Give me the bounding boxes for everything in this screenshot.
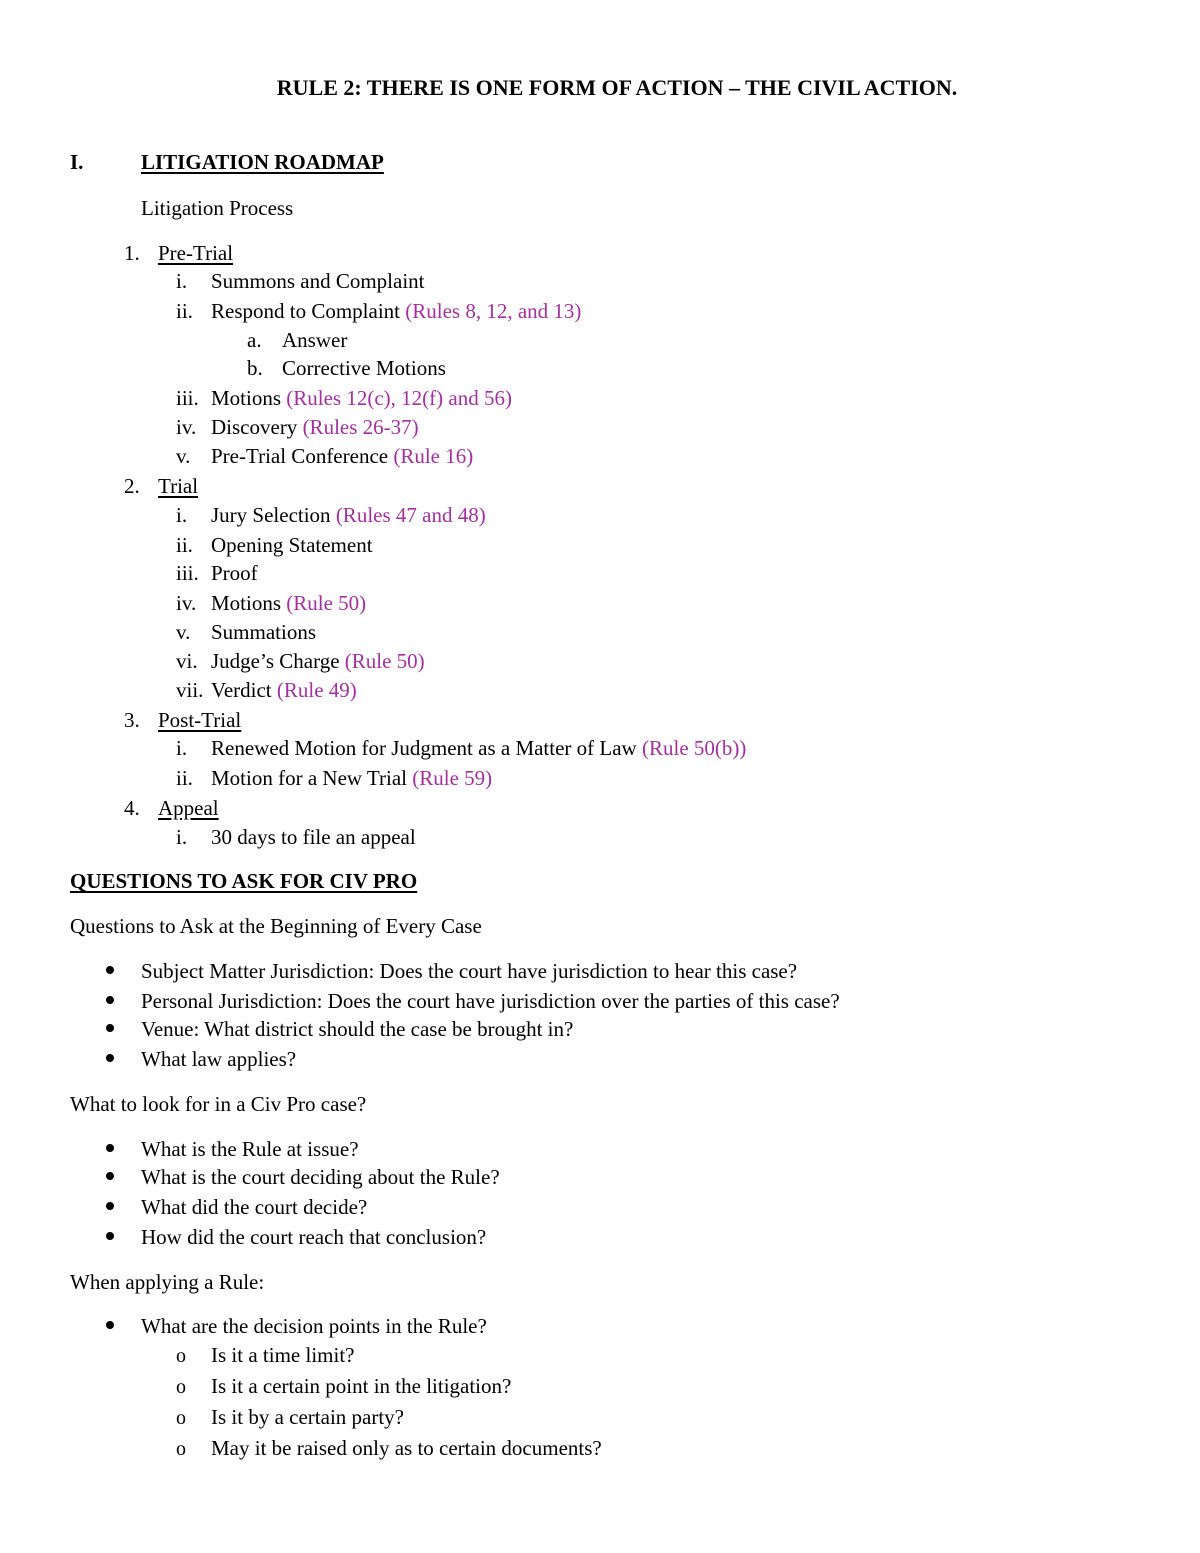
bullet-icon xyxy=(106,966,114,974)
bullet-text: Venue: What district should the case be brought in? xyxy=(141,1017,574,1041)
item-marker: iv. xyxy=(176,415,197,439)
item-marker: ii. xyxy=(176,299,193,323)
sub-item-text: Answer xyxy=(282,328,348,352)
rule-reference: (Rule 59) xyxy=(412,766,493,790)
bullet-text: What is the court deciding about the Rule? xyxy=(141,1165,500,1189)
item-text: Jury Selection (Rules 47 and 48) xyxy=(211,503,486,527)
hollow-bullet-icon: o xyxy=(176,1438,186,1460)
questions-intro: Questions to Ask at the Beginning of Every Case xyxy=(70,914,482,938)
item-text: Motions (Rules 12(c), 12(f) and 56) xyxy=(211,386,512,410)
bullet-icon xyxy=(106,1024,114,1032)
roadmap-label-trial: Trial xyxy=(158,474,199,498)
rule-reference: (Rule 50) xyxy=(286,591,367,615)
rule-reference: (Rule 50(b)) xyxy=(641,736,747,760)
item-text: Renewed Motion for Judgment as a Matter of Law (Rule 50(b)) xyxy=(211,736,747,760)
bullet-text: What did the court decide? xyxy=(141,1195,368,1219)
bullet-text: How did the court reach that conclusion? xyxy=(141,1225,487,1249)
item-marker: iii. xyxy=(176,386,199,410)
item-text: Respond to Complaint (Rules 8, 12, and 13) xyxy=(211,299,582,323)
document-title: RULE 2: THERE IS ONE FORM OF ACTION – THE CIVIL ACTION. xyxy=(276,75,958,100)
bullet-icon xyxy=(106,996,114,1004)
questions-intro: What to look for in a Civ Pro case? xyxy=(70,1092,367,1116)
item-text: Opening Statement xyxy=(211,533,373,557)
item-text: Motion for a New Trial (Rule 59) xyxy=(211,766,493,790)
rule-reference: (Rule 16) xyxy=(393,444,474,468)
bullet-icon xyxy=(106,1144,114,1152)
item-marker: iii. xyxy=(176,561,199,585)
rule-reference: (Rules 26-37) xyxy=(302,415,419,439)
bullet-text: Subject Matter Jurisdiction: Does the court have jurisdiction to hear this case? xyxy=(141,959,798,983)
bullet-icon xyxy=(106,1054,114,1062)
hollow-bullet-icon: o xyxy=(176,1407,186,1429)
rule-reference: (Rule 49) xyxy=(276,678,357,702)
rule-reference: (Rules 12(c), 12(f) and 56) xyxy=(286,386,512,410)
roadmap-number: 1. xyxy=(124,241,140,265)
bullet-text: Personal Jurisdiction: Does the court have jurisdiction over the parties of this case? xyxy=(141,989,840,1013)
item-marker: v. xyxy=(176,444,191,468)
roadmap-label-pre-trial: Pre-Trial xyxy=(158,241,234,265)
item-marker: i. xyxy=(176,825,188,849)
item-marker: i. xyxy=(176,736,188,760)
section-numeral: I. xyxy=(70,150,84,174)
item-text: Motions (Rule 50) xyxy=(211,591,367,615)
item-text: Summons and Complaint xyxy=(211,269,425,293)
section-subheading: Litigation Process xyxy=(141,196,294,220)
hollow-bullet-icon: o xyxy=(176,1345,186,1367)
sub-item-marker: b. xyxy=(247,356,263,380)
item-text: Proof xyxy=(211,561,258,585)
item-marker: vi. xyxy=(176,649,198,673)
bullet-text: What law applies? xyxy=(141,1047,297,1071)
sub-item-marker: a. xyxy=(247,328,262,352)
item-text: Judge’s Charge (Rule 50) xyxy=(211,649,425,673)
item-marker: ii. xyxy=(176,766,193,790)
sub-bullet-text: Is it a certain point in the litigation? xyxy=(211,1374,512,1398)
roadmap-label-post-trial: Post-Trial xyxy=(158,708,242,732)
roadmap-number: 4. xyxy=(124,796,140,820)
sub-bullet-text: Is it a time limit? xyxy=(211,1343,355,1367)
bullet-icon xyxy=(106,1172,114,1180)
item-text: Pre-Trial Conference (Rule 16) xyxy=(211,444,474,468)
bullet-text: What are the decision points in the Rule? xyxy=(141,1314,487,1338)
item-text: Summations xyxy=(211,620,317,644)
item-marker: v. xyxy=(176,620,191,644)
rule-reference: (Rules 8, 12, and 13) xyxy=(405,299,582,323)
roadmap-number: 3. xyxy=(124,708,140,732)
bullet-icon xyxy=(106,1321,114,1329)
rule-reference: (Rule 50) xyxy=(344,649,425,673)
bullet-icon xyxy=(106,1202,114,1210)
item-text: Verdict (Rule 49) xyxy=(211,678,357,702)
questions-heading: QUESTIONS TO ASK FOR CIV PRO xyxy=(70,869,418,893)
rule-reference: (Rules 47 and 48) xyxy=(335,503,486,527)
item-marker: vii. xyxy=(176,678,204,702)
item-text: Discovery (Rules 26-37) xyxy=(211,415,419,439)
item-text: 30 days to file an appeal xyxy=(211,825,416,849)
bullet-icon xyxy=(106,1232,114,1240)
bullet-text: What is the Rule at issue? xyxy=(141,1137,359,1161)
item-marker: iv. xyxy=(176,591,197,615)
questions-intro: When applying a Rule: xyxy=(70,1270,265,1294)
item-marker: i. xyxy=(176,503,188,527)
sub-item-text: Corrective Motions xyxy=(282,356,446,380)
sub-bullet-text: May it be raised only as to certain documents? xyxy=(211,1436,602,1460)
roadmap-label-appeal: Appeal xyxy=(158,796,219,820)
sub-bullet-text: Is it by a certain party? xyxy=(211,1405,404,1429)
hollow-bullet-icon: o xyxy=(176,1376,186,1398)
item-marker: i. xyxy=(176,269,188,293)
roadmap-number: 2. xyxy=(124,474,140,498)
section-heading: LITIGATION ROADMAP xyxy=(141,150,384,174)
item-marker: ii. xyxy=(176,533,193,557)
